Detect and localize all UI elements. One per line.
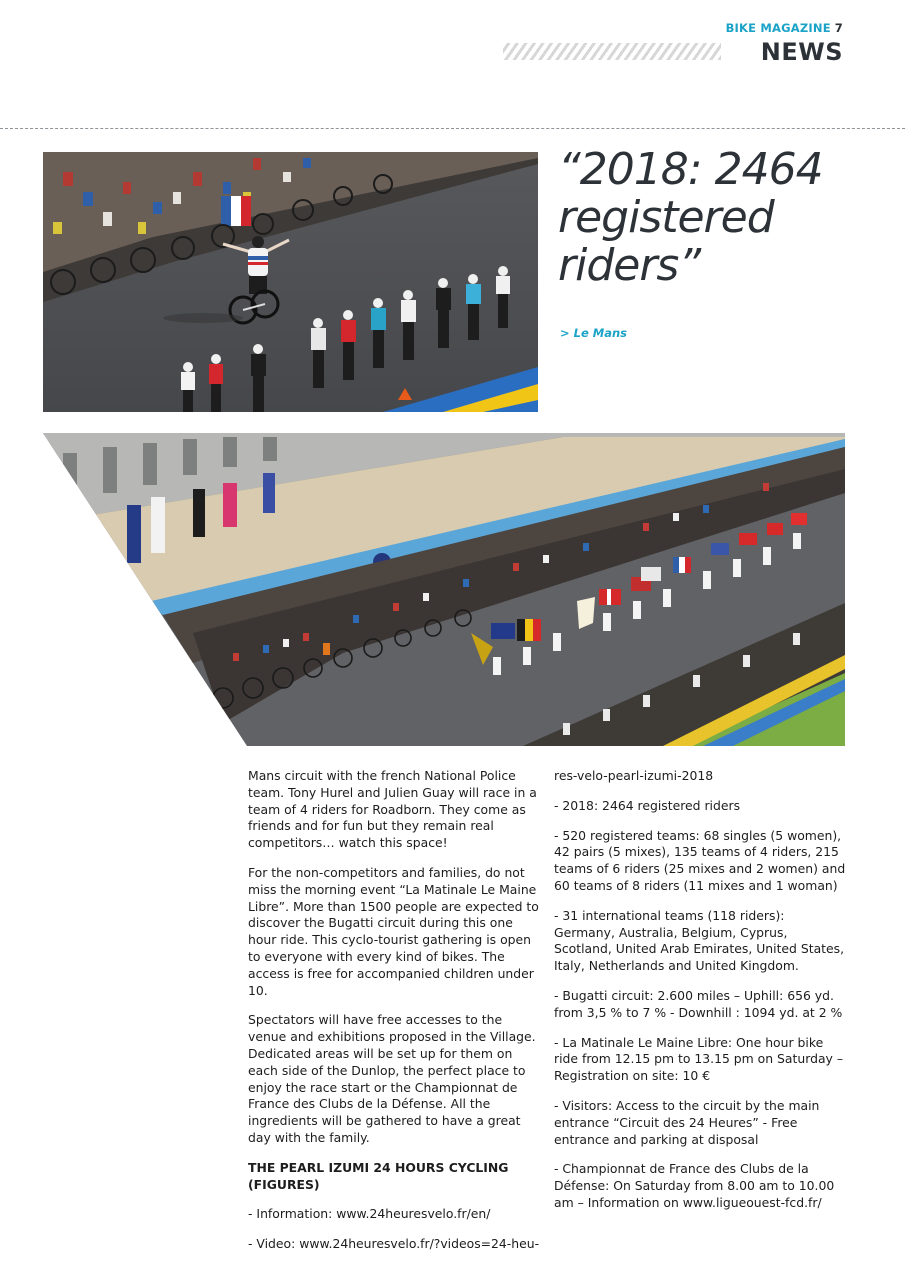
hatch-decoration: [503, 43, 721, 60]
dashed-divider: [0, 128, 905, 129]
pull-quote: “2018: 2464 registered riders”: [558, 144, 823, 291]
paragraph-police-team: Mans circuit with the french National Police team. Tony Hurel and Julien Guay will race in a team of 4 riders for Roadborn. They come as friends and for fun but they remain real competitors… watch this space!: [248, 768, 537, 851]
figure-bugatti-circuit: - Bugatti circuit: 2.600 miles – Uphill: 656 yd. from 3,5 % to 7 % - Downhill : 1094 yd. at 2 %: [554, 987, 843, 1020]
article-column-left: [248, 768, 540, 1266]
figure-visitors: - Visitors: Access to the circuit by the main entrance “Circuit des 24 Heures” - Free entrance and parking at disposal: [554, 1097, 820, 1147]
paragraph-spectators: Spectators will have free accesses to the venue and exhibitions proposed in the Village. Dedicated areas will be set up for them on each side of the Dunlop, the perfect place to enjoy the race start or the Championnat de France des Clubs de la Défense. All the ingredients will be gathered to have a great day with the family.: [248, 1012, 536, 1145]
photo-cyclist-celebrating: [43, 152, 538, 412]
info-link[interactable]: - Information: www.24heuresvelo.fr/en/: [248, 1206, 491, 1222]
figure-registered-riders: - 2018: 2464 registered riders: [554, 797, 741, 813]
video-link[interactable]: - Video: www.24heuresvelo.fr/?videos=24-heu-: [248, 1236, 540, 1252]
figure-registered-teams: - 520 registered teams: 68 singles (5 women), 42 pairs (5 mixes), 135 teams of 4 riders, 215 teams of 6 riders (25 mixes and 2 women) and 60 teams of 8 riders (11 mixes and 1 woman): [554, 827, 846, 893]
section-title: NEWS: [760, 38, 843, 66]
article-column-right: [554, 768, 846, 1225]
figure-championnat: - Championnat de France des Clubs de la Défense: On Saturday from 8.00 am to 10.00 am – Information on www.ligueouest-fcd.fr/: [554, 1161, 835, 1210]
paragraph-matinale: For the non-competitors and families, do not miss the morning event “La Matinale Le Maine Libre”. More than 1500 people are expected to discover the Bugatti circuit during this one hour ride. This cyclo-tourist gathering is open to everyone with every kind of bikes. The access is free for accompanied children under 10.: [248, 864, 539, 998]
magazine-name: BIKE MAGAZINE: [725, 21, 831, 35]
figure-international-teams: - 31 international teams (118 riders): Germany, Australia, Belgium, Cyprus, Scotland, United Arab Emirates, United States, Italy, Netherlands and United Kingdom.: [554, 907, 845, 974]
photo-flag-parade: [43, 433, 845, 746]
quote-location: > Le Mans: [560, 326, 628, 340]
magazine-label: [726, 21, 843, 35]
page-number: 7: [834, 21, 843, 35]
figures-heading: THE PEARL IZUMI 24 HOURS CYCLING (FIGURES): [248, 1159, 509, 1192]
figure-matinale: - La Matinale Le Maine Libre: One hour bike ride from 12.15 pm to 13.15 pm on Saturday – Registration on site: 10 €: [554, 1034, 844, 1084]
video-link-continued[interactable]: res-velo-pearl-izumi-2018: [554, 768, 714, 783]
